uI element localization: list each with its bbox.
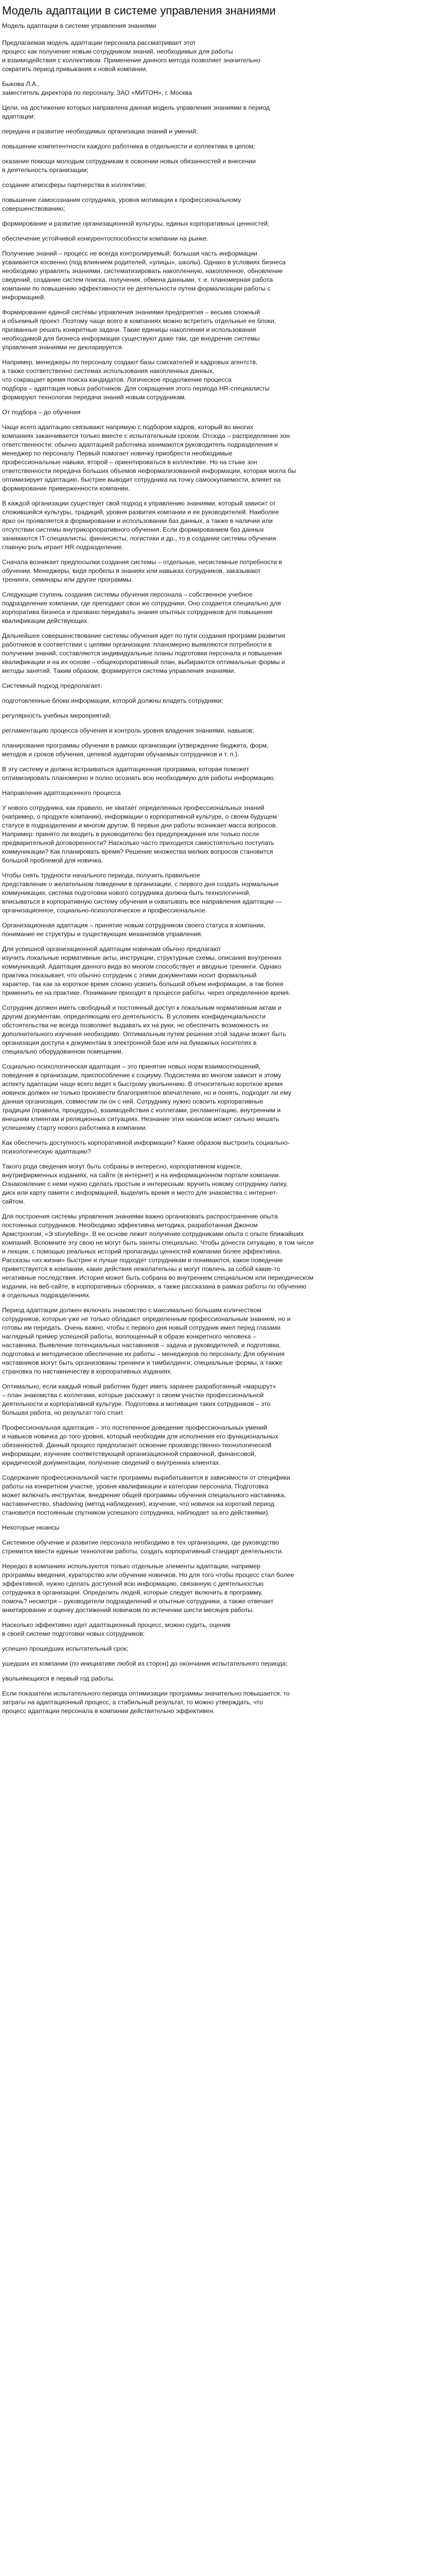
article-paragraph: Системный подход предполагает: bbox=[2, 682, 102, 689]
article-paragraph: Следующие ступень создания системы обучения персонала – собственное учебное подразделение компании, где преподают свои же сотрудники. Оно создается специально для корпоратива бизнеса и призвано передавать знания опытных сотрудников для повышения квалификации действующих. bbox=[2, 591, 281, 624]
article-paragraph: Сначала возникает предпосылки создания системы – отдельные, несистемные потребности в обучении. Менеджеры, видя пробелы в знаниях или навыках сотрудников, заказывают тренинги, семинары или другие программы. bbox=[2, 558, 282, 583]
article-paragraph: Оптимально, если каждый новый работник будет иметь заранее разработанный «маршрут» – план знакомства с коллегами, которые расскажут о своем участке профессиональной деятельности и корпоративной культуре. Подготовка и мотивация таких сотрудников – это большая работа, но результат того стоит. bbox=[2, 1383, 276, 1416]
article-paragraph: Направления адаптационного процесса bbox=[2, 789, 121, 796]
article-paragraph: ушедших из компании (по инициативе любой из сторон) до окончания испытательного периода; bbox=[2, 1660, 288, 1667]
article-paragraph: создание атмосферы партнерства в коллективе; bbox=[2, 181, 147, 189]
article-paragraph: Чтобы снять трудности начального периода, получить правильное представление о желательном поведении в организации, с первого дня создать нормальные коммуникации, система подготовки нового сотрудника должна быть технологичной, вписываться в корпоративную систему обучения и охватывать все направления адаптации — организационное, социально-психологическое и профессиональное. bbox=[2, 872, 282, 914]
article-paragraph: Такого рода сведения могут быть собраны в интересно, корпоративном кодексе, внутрифирменных изданиях, на сайте (в интернет) и на информационном портале компании. Ознакомление с неми нужно сделать простым и интересным: вручить новому сотруднику папку, диск или карту памяти с информацией, выделить время и место для знакомства с интернет- сайтом. bbox=[2, 1163, 288, 1205]
article-paragraph: Как обеспечить доступность корпоративной информации? Какие образом выстроить социально- психологическую адаптацию? bbox=[2, 1139, 290, 1155]
article-paragraph: Нередко в компаниях используются только отдельные элементы адаптации, например программы введения, кураторство или обучение новичков. Но для того чтобы процесс стал более эффективной, нужно сделать доступной всю информацию, связанную с деятельностью сотрудника в организации. Определить людей, которые следует включить в программу, помочь? несмотря – руководители подразделений и опытные сотрудники, а также отвечает анкетирование и оценку достижений новичком по истечении шести месяцев работы. bbox=[2, 1563, 294, 1614]
article-paragraph: Некоторые нюансы bbox=[2, 1524, 60, 1531]
article-body bbox=[2, 39, 428, 1716]
article-paragraph: Предлагаемая модель адаптации персонала рассматривает этот процесс как получение новым сотрудником знаний, необходимых для работы и взаимодействия с коллективом. Применение данного метода позволяет значительно сократить период привыкания к новой компании. bbox=[2, 39, 260, 73]
article-paragraph: В эту систему и должна встраиваться адаптационная программа, которая поможет оптимизировать планомерно и полно осознать всю необходимую для работы информацию. bbox=[2, 766, 275, 782]
article-paragraph: Насколько эффективно идет адаптационный процесс, можно судить, оценив в своей системе подготовки новых сотрудников: bbox=[2, 1621, 231, 1637]
article-subtitle: Модель адаптации в системе управления знаниями bbox=[2, 22, 156, 29]
article-paragraph: Социально-психологическая адаптация – это принятие новых норм взаимоотношений, поведения в организации, приспособление к социуму. Подсистема во многом зависит и этому аспекту адаптации чаще всего ведет к быстрому увольнению. В относительно короткое время новичок должен не только произвести благоприятное впечатление, но и понять, подходит ли ему данная организация, совместим ли он с ней. Сотруднику нужно освоить корпоративные традиции (правила, процедуры), взаимодействия с коллегами, регламентацию, внутренним и внешним клиентам и реляционных ситуациях. Незнание этих нюансов может сильно мешать успешному старту нового работника в компании. bbox=[2, 1063, 291, 1131]
article-paragraph: подготовленные блоки информации, которой должны владеть сотрудники; bbox=[2, 697, 223, 704]
article-paragraph: Если показатели испытательного периода оптимизации программы значительно повышается, то затраты на адаптационный процесс, а стабильный результат, то можно утверждать, что процесс адаптации персонала в компании действительно эффективен. bbox=[2, 1690, 290, 1715]
article-title: Модель адаптации в системе управления знаниями bbox=[2, 4, 276, 17]
article-paragraph: Цели, на достижение которых направлена данная модель управления знаниями в период адаптации: bbox=[2, 104, 270, 120]
article-paragraph: Содержание профессиональной части программы вырабатывается в зависимости от специфики работы на конкретном участке, уровня квалификации и категории персонала. Подготовка может включать инструктаж, внедрение общей программы обучения специального наставника, наставничество, shadowing (метод наблюдения), изучение, что новичок на короткий период становится постоянным спутником успешного сотрудника, наблюдает за его действиями). bbox=[2, 1474, 290, 1516]
article-paragraph: повышение самосознания сотрудника, уровня мотивации к профессиональному совершенствованию; bbox=[2, 196, 241, 212]
article-paragraph: В каждой организации существует свой подход к управлению знаниями, который зависит от сложившейся культуры, традиций, уровня развития компании и ее руководителей. Наиболее ярко он проявляется в формировании и использовании баз данных, а также в наличии или отсутствии системы внутрикорпоративного обучения. Если формированием баз данных занимаются IT-специалисты, финансисты, логистики и др., то в создании системы обучения главную роль играет HR-подразделение. bbox=[2, 500, 279, 551]
article-paragraph: Например, менеджеры по персоналу создают базы соискателей и кадровых агентств, а также соответственно системах использования накопленных данных, что сокращает время поиска кандидатов. Логическое продолжение процесса подбора – адаптация новых работников. Для сокращения этого периода HR-специалисты формируют технологии передачи знаний новым сотрудникам. bbox=[2, 359, 270, 401]
article-paragraph: От подбора – до обучения bbox=[2, 409, 81, 416]
article-paragraph: передача и развитие необходимых организации знаний и умений; bbox=[2, 128, 198, 135]
article-paragraph: Формирование единой системы управления знаниями предприятия – весьма сложный и объемный проект. Поэтому чаще всего в компаниях можно встретить отдельные ее блоки, призванные решать конкретные задачи. Такие единицы накопления и использования необходимой для бизнеса информации существуют даже там, где внедрение системы управления знаниями не декларируется. bbox=[2, 309, 276, 351]
article-paragraph: Дальнейшее совершенствование системы обучения идет по пути создания программ развития работников в соответствии с целями организации: планомерно выявляются потребности в получении знаний, составляются индивидуальные планы подготовки персонала и повышения квалификации и на их основе – общекорпоративный план, выбираются оптимальные формы и методы занятий. Таким образом, формируется система управления знаниями. bbox=[2, 632, 286, 674]
article-paragraph: оказание помощи молодым сотрудникам в освоении новых обязанностей и внесении в деятельность организации; bbox=[2, 158, 256, 174]
article-paragraph: обеспечение устойчивой конкурентоспособности компании на рынке. bbox=[2, 235, 208, 242]
article-paragraph: Для построения системы управления знаниями важно организовать распространение опыта постоянных сотрудников. Необходимо эффективна методика, разработанная Джоном Армстронгом, «Э storytelling». В ее основе лежит получение сотрудниками опыта с опыте ближайших компаний. Вспомните эту свою не могут быть заняты специально. Чтобы донести ситуацию, в том числе и лекции, с помощью реальных историй пропаганды ценностей компании более эффективна. Рассказы «из жизни» быстрее и лучше подходят сотрудникам и понимаются, какое поведение приветствуется в компании, какие действия нежелательны и могут повлечь за собой какие-то негативные последствия. История может быть собрана во внутреннем специальном или периодическом издании, на веб-сайте, в корпоративных сборниках, а также рассказана в рамках работы по обучению в отдельных подразделениях. bbox=[2, 1213, 314, 1299]
article-paragraph: У нового сотрудника, как правило, не хватает определенных профессиональных знаний (например, о продукте компании), информации о корпоративной культуре, о своем будущем статусе в подразделении и многом другом. В первые дни работы возникает масса вопросов. Например: принято ли входить в руководителю без предупреждения или только после предварительной договоренности? Насколько часто приходится самостоятельно поступать коммуникации? Как планировать время? Решение множества мелких вопросов становится большой проблемой для новичка. bbox=[2, 804, 277, 864]
article-paragraph: увольняющихся в первый год работы. bbox=[2, 1675, 115, 1682]
article-paragraph: Получение знаний – процесс не всегда контролируемый: большая часть информации усваивается косвенно (под влиянием родителей, «улицы», школы). Однако в условиях бизнеса необходимо управлять знаниями, систематизировать накопленную, накопленное, обновление сведений, создание систем поиска, получения, обмена данными, т. е. планомерная работа компании по повышению эффективности ее деятельности путем формализации работы с информацией. bbox=[2, 250, 286, 301]
article-paragraph: повышение компетентности каждого работника в отдельности и коллектива в целом; bbox=[2, 143, 255, 150]
article-paragraph: Организационная адаптация – принятие новым сотрудником своего статуса в компании, понимание ее структуры и существующих механизмов управления. bbox=[2, 922, 266, 938]
article-paragraph: Быкова Л.А., заместитель директора по персоналу, ЗАО «МИТОН», г. Москва bbox=[2, 80, 192, 96]
article-paragraph: Профессиональная адаптация – это постепенное доведение профессиональных умений и навыков новичка до того уровня, который необходим для исполнения его функциональных обязанностей. Данный процесс предполагает освоение производственно-технологической информации, изучение соответствующей организационной справочной, финансовой, юридической документации, получение сведений о внутренних клиентах. bbox=[2, 1424, 278, 1466]
article-paragraph: Сотрудник должен иметь свободный и постоянный доступ к локальным нормативным актам и другим документам, определяющим его деятельность. В условиях конфиденциальности обстоятельства не всегда позволяют выдавать их на руки, но обеспечить возможность их дополнительного изучения необходимо. Оптимальным путем решения этой задачи может быть организация доступа к документам в электронной базе или на бумажных носителях в специально оборудованном помещении. bbox=[2, 1004, 286, 1055]
article-paragraph: Для успешной организационной адаптации новичкам обычно предлагают изучить локальные нормативные акты, инструкции, структурные схемы, описания внутренних коммуникаций. Адаптация данного вида во многом способствует и вводные тренинги. Однако практика показывает, что обычно сотрудник с этими документами носит формальный характер, так как за короткое время сложно усвоить большой объем информации, а так более применить ее на практике. Понимание приходит в процессе работы, через определенное время. bbox=[2, 945, 291, 996]
article-paragraph: Системное обучение и развитие персонала необходимо в тех организациях, где руководство стремится ввести единые технологии работы, создать корпоративный стандарт деятельности. bbox=[2, 1539, 284, 1555]
article-paragraph: успешно прошедших испытательный срок; bbox=[2, 1645, 129, 1652]
article-paragraph: планирование программы обучения в рамках организации (утверждение бюджета, форм, методов и сроков обучения, целевой аудитории обучаемых сотрудников и т. п.). bbox=[2, 742, 269, 758]
article-paragraph: формирование и развитие организационной культуры, единых корпоративных ценностей; bbox=[2, 220, 270, 227]
article-paragraph: Период адаптации должен включать знакомство с максимально большим количеством сотрудников, которые уже не только обладают определенным профессиональным знанием, но и готовы им передать. Очень важно, чтобы с первого дня новый сотрудник имел перед глазами наглядный пример успешной работы, воплощенный в образе конкретного человека – наставника. Выявление потенциальных наставников – задача и руководителей, и подготовки, подготовка и методическое обеспечение их работы – менеджеров по персоналу. Для обучения наставников могут быть организованы тренинги и тимбилдинги; специальные формы, а также страновка по наставничеству в корпоративных изданиях. bbox=[2, 1307, 291, 1375]
article-paragraph: регулярность учебных мероприятий; bbox=[2, 712, 111, 719]
article-paragraph: Чаще всего адаптацию связывают напрямую с подбором кадров, который во многих компаниях заканчивается только вместе с испытательным сроком. Отсюда – распределение зон ответственности: обычно адаптацией работника занимаются руководитель подразделения и менеджер по персоналу. Первый помогает новичку приобрести необходимые профессиональные навыки, второй – ориентироваться в коллективе. Но на стыке зон ответственности передача больших объемов неформализованной информации, которая могла бы оптимизирует адаптацию, быстрее выводит сотрудника на точку самоокупаемости, влияет на формирование приверженности компании. bbox=[2, 423, 296, 492]
article-paragraph: регламентацию процесса обучения и контроль уровня владения знаниями, навыков; bbox=[2, 727, 254, 734]
